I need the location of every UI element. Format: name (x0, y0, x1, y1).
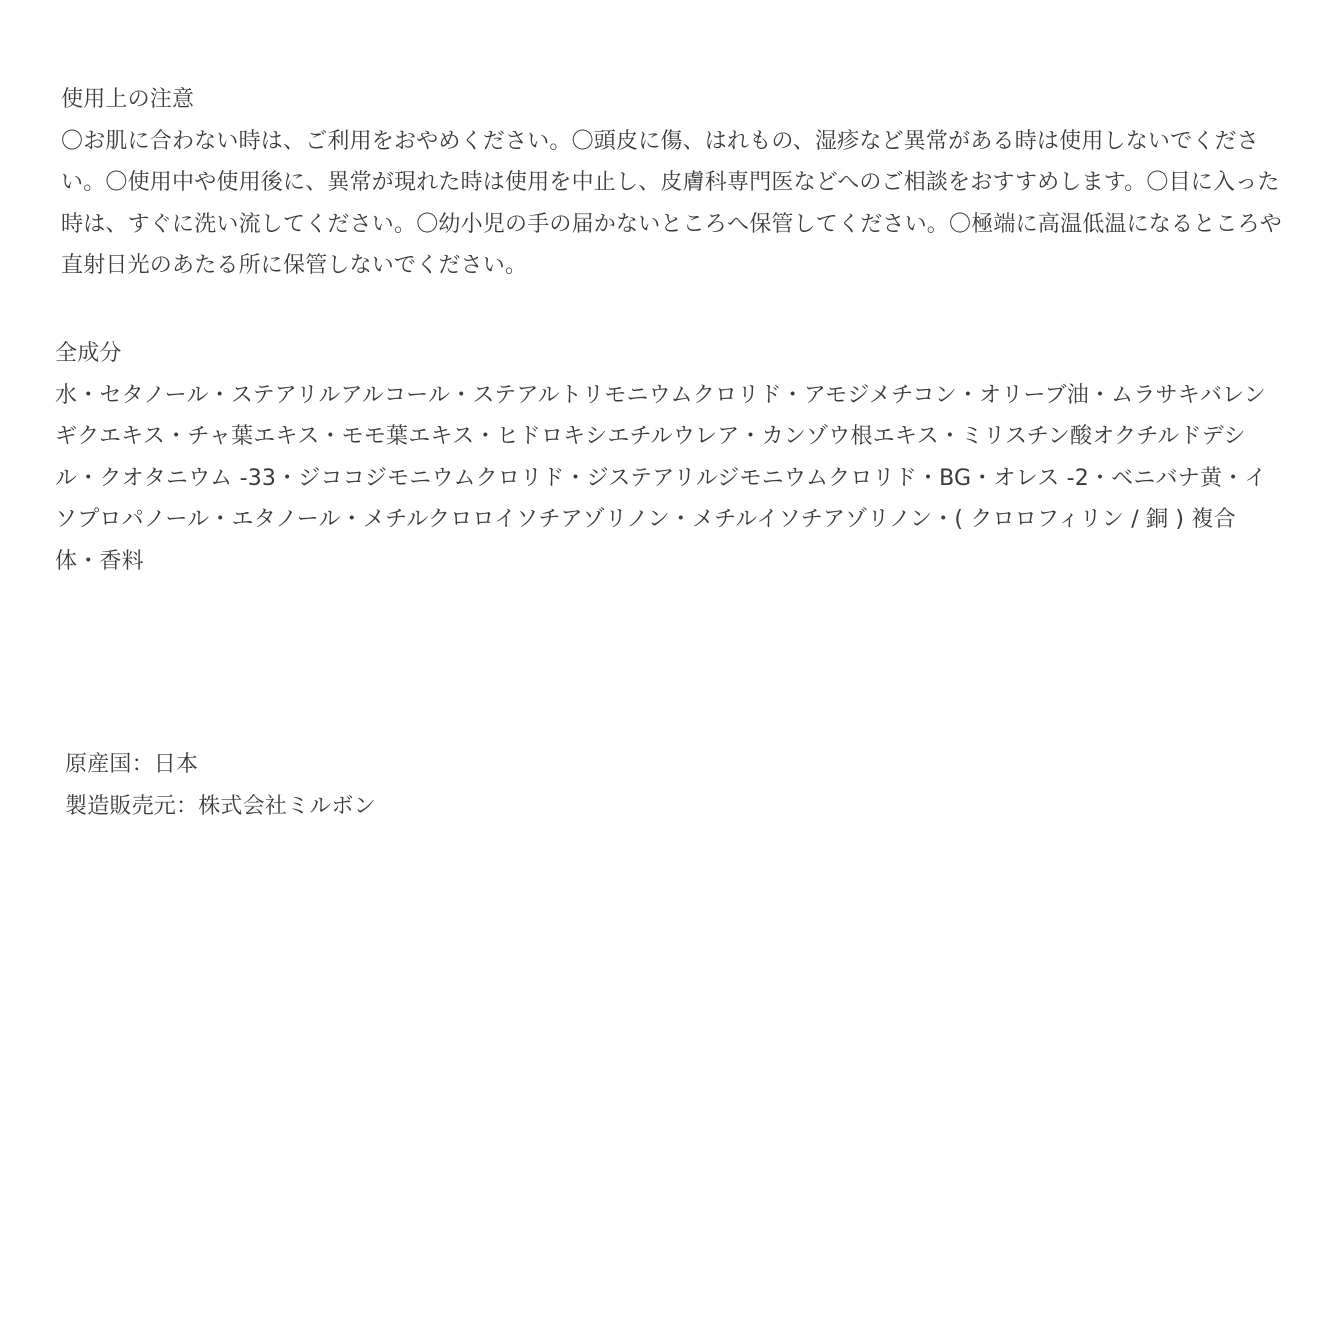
ingredients-heading: 全成分 (55, 341, 122, 366)
country-of-origin: 原産国：日本 (65, 752, 199, 777)
ingredients-text: 水・セタノール・ステアリルアルコール・ステアルトリモニウムクロリド・アモジメチコン・オリーブ油・ムラサキバレンギクエキス・チャ葉エキス・モモ葉エキス・ヒドロキシエチルウレア・カンゾウ根エキス・ミリスチン酸オクチルドデシル・クオタニウム -33・ジココジモニウムクロリド・ジステアリルジモニウムクロリド・BG・オレス -2・ベニバナ黄・イソプロパノール・エタノール・メチルクロロイソチアゾリノン・メチルイソチアゾリノン・( クロロフィリン / 銅 ) 複合体・香料 (55, 382, 1267, 574)
cautions-heading: 使用上の注意 (61, 87, 195, 112)
cautions-text: 〇お肌に合わない時は、ご利用をおやめください。〇頭皮に傷、はれもの、湿疹など異常がある時は使用しないでください。〇使用中や使用後に、異常が現れた時は使用を中止し、皮膚科専門医などへのご相談をおすすめします。〇目に入った時は、すぐに洗い流してください。〇幼小児の手の届かないところへ保管してください。〇極端に高温低温になるところや直射日光のあたる所に保管しないでください。 (61, 128, 1283, 278)
product-info-section (65, 744, 865, 827)
ingredients-section (55, 333, 1280, 582)
manufacturer: 製造販売元：株式会社ミルボン (65, 793, 376, 819)
cautions-section (61, 79, 1286, 287)
